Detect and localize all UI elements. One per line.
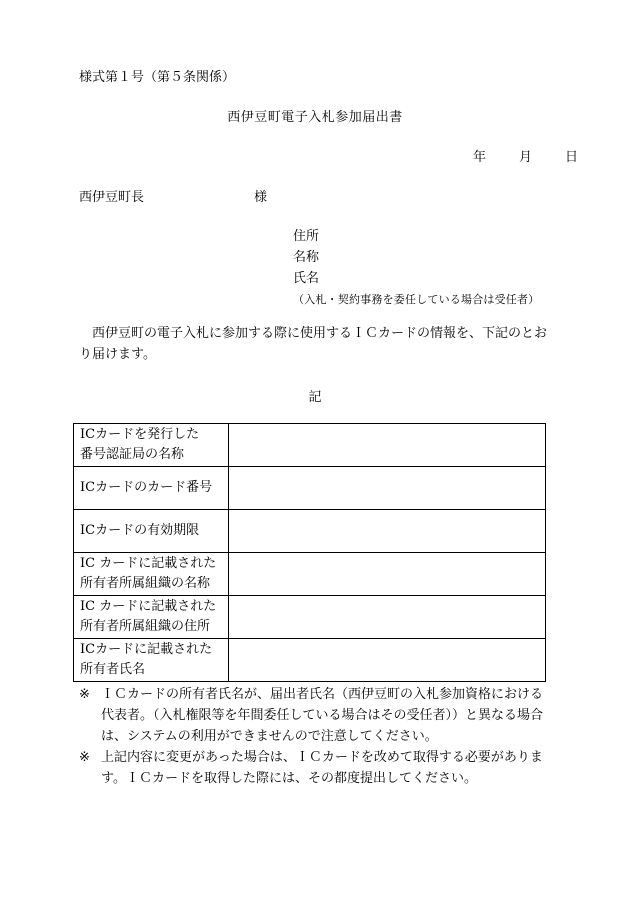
row-value-field[interactable]: [229, 510, 546, 553]
row-label-line1: ICカードのカード番号: [80, 480, 213, 495]
addressee-honorific: 様: [254, 190, 268, 205]
applicant-block: [293, 226, 539, 310]
year-label: 年: [472, 150, 486, 165]
ki-heading: 記: [308, 390, 322, 405]
row-label: [74, 510, 229, 553]
month-label: 月: [518, 150, 532, 165]
note-text: 上記内容に変更があった場合は、ＩＣカードを改めて取得する必要があります。ＩＣカードを取得した際には、その都度提出してください。: [101, 750, 543, 786]
row-label-line1: ICカードを発行した: [80, 427, 200, 442]
row-label-line2: 所有者所属組織の住所: [80, 619, 211, 634]
row-value-field[interactable]: [229, 596, 546, 639]
row-value-field[interactable]: [229, 467, 546, 510]
row-label-line1: IC カードに記載された: [80, 556, 217, 571]
table-row: [74, 467, 546, 510]
row-value-field[interactable]: [229, 553, 546, 596]
note-text: ＩＣカードの所有者氏名が、届出者氏名（西伊豆町の入札参加資格における代表者。（入札権限等を年間委任している場合はその受任者））と異なる場合は、システムの利用ができませんので注意してください。: [101, 687, 544, 744]
person-note: （入札・契約事務を委任している場合は受任者）: [293, 293, 540, 306]
row-label: [74, 639, 229, 682]
row-label: [74, 596, 229, 639]
row-label: [74, 424, 229, 467]
row-label-line1: ICカードの有効期限: [80, 523, 200, 538]
table-row: [74, 553, 546, 596]
date-line: [440, 146, 578, 165]
row-label-line1: IC カードに記載された: [80, 599, 217, 614]
table-row: [74, 639, 546, 682]
row-label-line2: 所有者氏名: [80, 662, 146, 677]
ic-card-info-table: [73, 423, 546, 682]
table-row: [74, 596, 546, 639]
row-value-field[interactable]: [229, 639, 546, 682]
statement-paragraph: [79, 323, 549, 365]
row-label-line1: ICカードに記載された: [80, 642, 213, 657]
row-label-line2: 番号認証局の名称: [80, 447, 185, 462]
person-label: 氏名: [293, 271, 320, 286]
row-label: [74, 467, 229, 510]
name-label: 名称: [293, 250, 320, 265]
address-label: 住所: [293, 229, 320, 244]
note-mark: ※: [79, 750, 90, 765]
addressee-name: 西伊豆町長: [79, 190, 145, 205]
note-item: [79, 684, 549, 747]
row-label: [74, 553, 229, 596]
notes-section: [79, 684, 549, 789]
table-row: [74, 424, 546, 467]
row-label-line2: 所有者所属組織の名称: [80, 576, 211, 591]
table-row: [74, 510, 546, 553]
note-mark: ※: [79, 687, 90, 702]
note-item: [79, 747, 549, 789]
form-number: 様式第１号（第５条関係）: [79, 70, 236, 85]
row-value-field[interactable]: [229, 424, 546, 467]
statement-text: 西伊豆町の電子入札に参加する際に使用するＩＣカードの情報を、下記のとおり届けます。: [79, 326, 548, 362]
document-title: 西伊豆町電子入札参加届出書: [227, 110, 403, 125]
day-label: 日: [564, 150, 578, 165]
